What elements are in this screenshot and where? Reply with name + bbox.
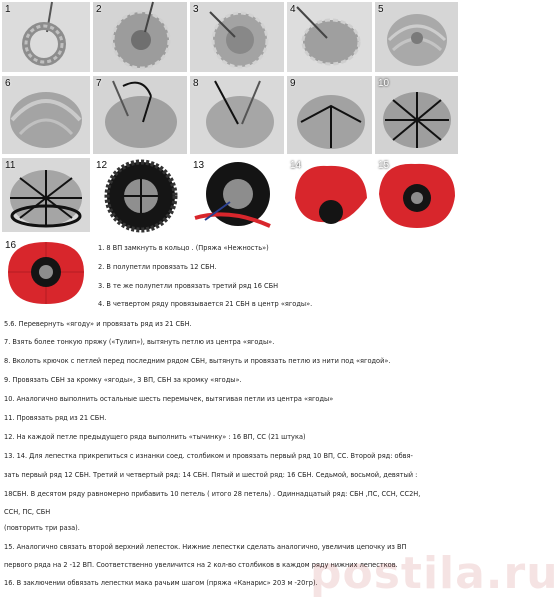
photo-number: 13 [193,160,205,171]
step-photo-2 [93,2,187,72]
step-photo-11 [2,158,90,232]
step-photo-14 [287,158,372,232]
instruction-step-3: 3. В те же полупетли провязать третий ряд 16 СБН [98,282,279,290]
step-photo-9 [287,76,372,154]
instruction-line: 13. 14. Для лепестка прикрепиться с изнанки соед. столбиком и провязать первый ряд 10 ВП, СС. Второй ряд: обвя- [4,452,413,460]
photo-number: 6 [5,78,11,89]
instruction-line: 11. Провязать ряд из 21 СБН. [4,414,107,422]
instruction-line: 7. Взять более тонкую пряжу («Тулип»), вытянуть петлю из центра «ягоды». [4,338,275,346]
step-photo-16 [2,238,90,308]
photo-number: 11 [5,160,16,171]
step-photo-13 [190,158,284,232]
photo-number: 14 [290,160,302,171]
instruction-line: 16. В заключении обвязать лепестки мака рачьим шагом (пряжа «Канарис» 203 м -20гр). [4,579,318,587]
photo-number: 8 [193,78,199,89]
photo-number: 10 [378,78,390,89]
instruction-step-4: 4. В четвертом ряду провязывается 21 СБН в центр «ягоды». [98,300,313,308]
photo-number: 4 [290,4,296,15]
photo-number: 9 [290,78,296,89]
photo-number: 3 [193,4,199,15]
instruction-line: 12. На каждой петле предыдущего ряда выполнить «тычинку» : 16 ВП, СС (21 штука) [4,433,306,441]
step-photo-15 [375,158,458,232]
instruction-step-1: 1. 8 ВП замкнуть в кольцо . (Пряжа «Нежность») [98,244,269,252]
step-photo-5 [375,2,458,72]
instruction-line: зать первый ряд 12 СБН. Третий и четвертый ряд: 14 СБН. Пятый и шестой ряд: 16 СБН. Седьмой, восьмой, девятый : [4,471,418,479]
instruction-line: 8. Вколоть крючок с петлей перед последним рядом СБН, вытянуть и провязать петлю из нити под «ягодой». [4,357,391,365]
step-photo-8 [190,76,284,154]
photo-number: 7 [96,78,102,89]
instruction-line: первого ряда на 2 -12 ВП. Соответственно увеличится на 2 кол-во столбиков в каждом ряду нижних лепестков. [4,561,398,569]
instruction-line: 15. Аналогично связать второй верхний лепесток. Нижние лепестки сделать аналогично, увеличив цепочку из ВП [4,543,407,551]
photo-number: 12 [96,160,108,171]
photo-number: 1 [5,4,11,15]
step-photo-1 [2,2,90,72]
instruction-line: 9. Провязать СБН за кромку «ягоды», 3 ВП, СБН за кромку «ягоды». [4,376,242,384]
step-photo-6 [2,76,90,154]
step-photo-7 [93,76,187,154]
instruction-line: 5.6. Перевернуть «ягоду» и провязать ряд из 21 СБН. [4,320,192,328]
instruction-step-2: 2. В полупетли провязать 12 СБН. [98,263,217,271]
photo-number: 16 [5,240,17,251]
photo-number: 5 [378,4,384,15]
step-photo-3 [190,2,284,72]
watermark: postila.ru [310,548,559,599]
step-photo-12 [93,158,187,232]
photo-number: 15 [378,160,390,171]
photo-number: 2 [96,4,102,15]
instruction-line: ССН, ПС, СБН [4,508,51,516]
instruction-line: 10. Аналогично выполнить остальные шесть перемычек, вытягивая петли из центра «ягоды» [4,395,334,403]
step-photo-4 [287,2,372,72]
instruction-line: 18СБН. В десятом ряду равномерно прибавить 10 петель ( итого 28 петель) . Одиннадцатый ряд: СБН ,ПС, ССН, СС2Н, [4,490,421,498]
step-photo-10 [375,76,458,154]
instruction-line: (повторить три раза). [4,524,80,532]
